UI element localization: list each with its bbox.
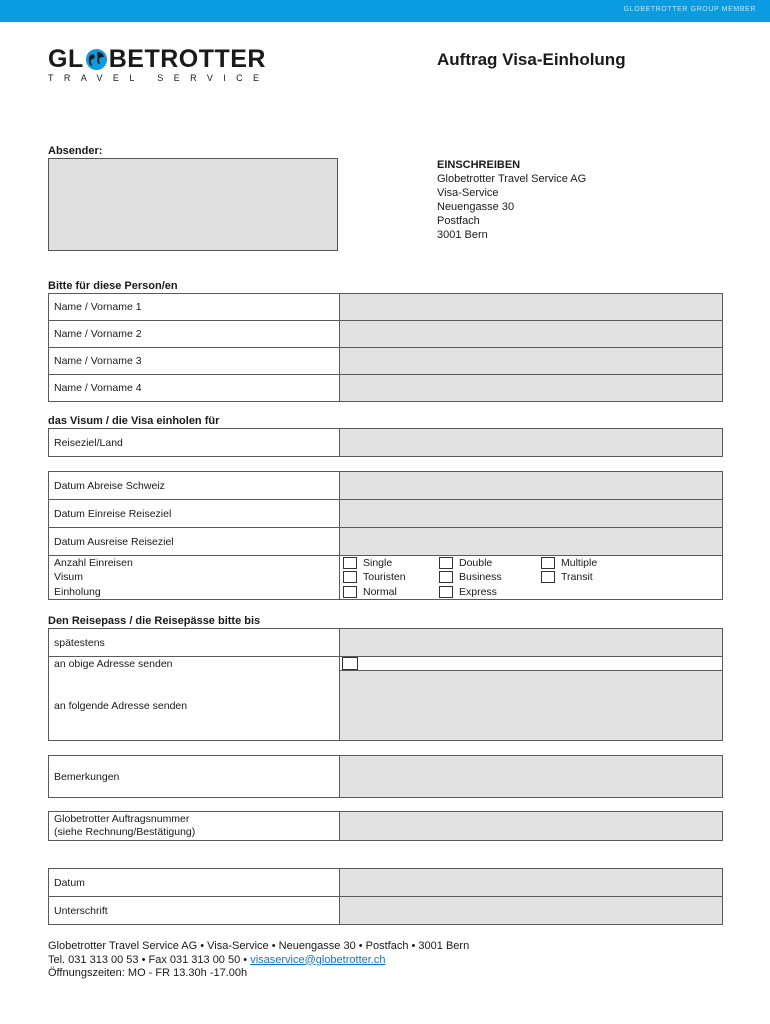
destination-input[interactable] bbox=[340, 429, 723, 457]
send-following-label: an folgende Adresse senden bbox=[49, 671, 340, 741]
registered-mail-heading: EINSCHREIBEN bbox=[437, 159, 521, 171]
person-label: Name / Vorname 4 bbox=[49, 375, 340, 402]
globe-icon bbox=[85, 48, 108, 71]
logo-text-start: GL bbox=[48, 45, 84, 73]
dates-options-table bbox=[48, 471, 723, 600]
visa-type-label: Visum bbox=[54, 571, 83, 584]
departure-label: Datum Abreise Schweiz bbox=[49, 472, 340, 500]
person-3-input[interactable] bbox=[340, 348, 723, 375]
single-option-label: Single bbox=[363, 557, 393, 570]
passport-table bbox=[48, 628, 723, 741]
person-label: Name / Vorname 3 bbox=[49, 348, 340, 375]
visa-heading: das Visum / die Visa einholen für bbox=[48, 415, 220, 427]
entry-date-input[interactable] bbox=[340, 500, 723, 528]
exit-label: Datum Ausreise Reiseziel bbox=[49, 528, 340, 556]
person-label: Name / Vorname 2 bbox=[49, 321, 340, 348]
date-input[interactable] bbox=[340, 869, 723, 897]
remarks-table bbox=[48, 755, 723, 798]
person-1-input[interactable] bbox=[340, 294, 723, 321]
destination-label: Reiseziel/Land bbox=[49, 429, 340, 457]
entry-label: Datum Einreise Reiseziel bbox=[49, 500, 340, 528]
footer bbox=[48, 940, 469, 981]
send-above-label: an obige Adresse senden bbox=[49, 657, 340, 671]
normal-option-label: Normal bbox=[363, 585, 397, 598]
persons-heading: Bitte für diese Person/en bbox=[48, 280, 178, 292]
header-bar bbox=[0, 0, 770, 22]
date-label: Datum bbox=[49, 869, 340, 897]
send-above-checkbox[interactable] bbox=[342, 657, 358, 670]
order-number-hint: (siehe Rechnung/Bestätigung) bbox=[54, 826, 196, 838]
multiple-option-label: Multiple bbox=[561, 557, 598, 570]
footer-phone-fax: Tel. 031 313 00 53 • Fax 031 313 00 50 • bbox=[48, 953, 251, 966]
recipient-line: Visa-Service bbox=[437, 187, 499, 199]
logo-text-end: BETROTTER bbox=[108, 45, 266, 73]
send-above-cell bbox=[340, 657, 723, 671]
sender-address-field[interactable] bbox=[48, 158, 338, 251]
latest-date-input[interactable] bbox=[340, 629, 723, 657]
person-2-input[interactable] bbox=[340, 321, 723, 348]
business-checkbox[interactable] bbox=[439, 571, 453, 583]
footer-contact bbox=[48, 954, 469, 968]
business-option-label: Business bbox=[459, 571, 502, 584]
processing-label: Einholung bbox=[54, 585, 101, 598]
express-option-label: Express bbox=[459, 585, 497, 598]
signature-label: Unterschrift bbox=[49, 897, 340, 925]
signature-input[interactable] bbox=[340, 897, 723, 925]
departure-date-input[interactable] bbox=[340, 472, 723, 500]
order-number-line: Globetrotter Auftragsnummer bbox=[54, 813, 190, 825]
recipient-line: Postfach bbox=[437, 215, 480, 227]
document-title: Auftrag Visa-Einholung bbox=[437, 50, 626, 69]
remarks-label: Bemerkungen bbox=[49, 756, 340, 798]
persons-table bbox=[48, 293, 723, 402]
options-labels bbox=[49, 556, 340, 600]
order-number-input[interactable] bbox=[340, 812, 723, 841]
person-4-input[interactable] bbox=[340, 375, 723, 402]
alternative-address-input[interactable] bbox=[340, 671, 723, 741]
signature-table bbox=[48, 868, 723, 925]
express-checkbox[interactable] bbox=[439, 586, 453, 598]
footer-hours: Öffnungszeiten: MO - FR 13.30h -17.00h bbox=[48, 967, 248, 979]
recipient-line: 3001 Bern bbox=[437, 229, 488, 241]
recipient-line: Neuengasse 30 bbox=[437, 201, 515, 213]
entries-label: Anzahl Einreisen bbox=[54, 557, 133, 570]
sender-label: Absender: bbox=[48, 145, 103, 157]
globetrotter-logo bbox=[48, 46, 269, 83]
remarks-input[interactable] bbox=[340, 756, 723, 798]
normal-checkbox[interactable] bbox=[343, 586, 357, 598]
recipient-line: Globetrotter Travel Service AG bbox=[437, 173, 587, 185]
latest-date-label: spätestens bbox=[49, 629, 340, 657]
multiple-checkbox[interactable] bbox=[541, 557, 555, 569]
header-tagline: GLOBETROTTER GROUP MEMBER bbox=[623, 6, 756, 13]
tourist-option-label: Touristen bbox=[363, 571, 406, 584]
transit-checkbox[interactable] bbox=[541, 571, 555, 583]
logo-subtitle: TRAVEL SERVICE bbox=[48, 73, 270, 83]
order-number-table bbox=[48, 811, 723, 841]
double-checkbox[interactable] bbox=[439, 557, 453, 569]
exit-date-input[interactable] bbox=[340, 528, 723, 556]
order-number-label bbox=[49, 812, 340, 841]
options-cell bbox=[340, 556, 723, 600]
tourist-checkbox[interactable] bbox=[343, 571, 357, 583]
footer-address: Globetrotter Travel Service AG • Visa-Service • Neuengasse 30 • Postfach • 3001 Bern bbox=[48, 940, 470, 952]
person-label: Name / Vorname 1 bbox=[49, 294, 340, 321]
destination-table bbox=[48, 428, 723, 457]
passport-heading: Den Reisepass / die Reisepässe bitte bis bbox=[48, 615, 261, 627]
recipient-address bbox=[437, 158, 586, 242]
double-option-label: Double bbox=[459, 557, 493, 570]
email-link[interactable]: visaservice@globetrotter.ch bbox=[250, 953, 386, 966]
transit-option-label: Transit bbox=[561, 571, 593, 584]
single-checkbox[interactable] bbox=[343, 557, 357, 569]
